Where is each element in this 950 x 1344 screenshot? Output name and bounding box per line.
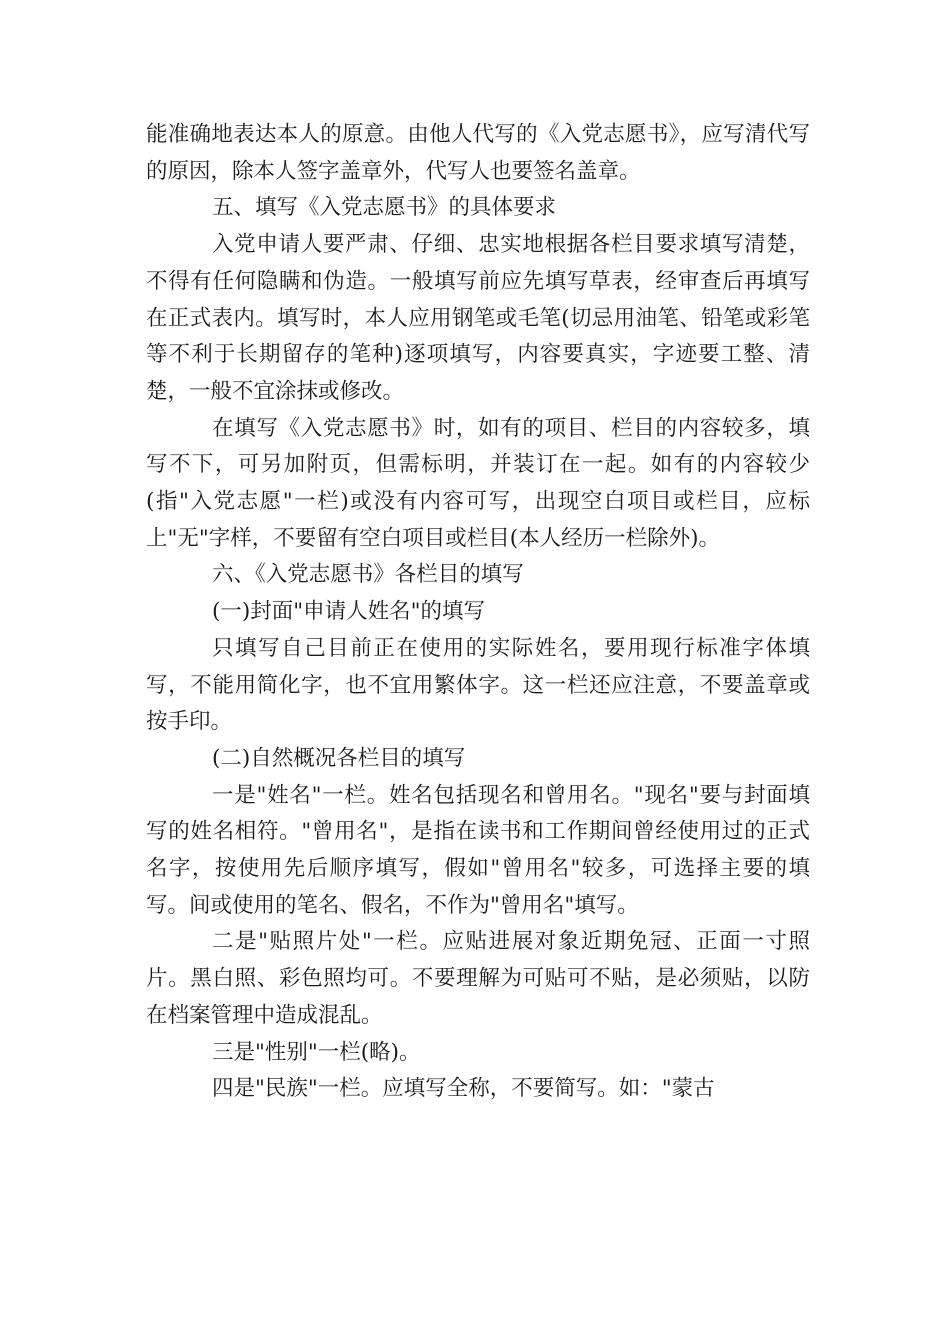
- section-heading-5: 五、填写《入党志愿书》的具体要求: [212, 195, 557, 221]
- paragraph-name-field: 一是"姓名"一栏。姓名包括现名和曾用名。"现名"要与封面填写的姓名相符。"曾用名"，是指在读书和工作期间曾经使用过的正式名字，按使用先后顺序填写，假如"曾用名"较多，可选择主要的填写。间或使用的笔名、假名，不作为"曾用名"填写。: [146, 782, 810, 918]
- paragraph-cover-name: 只填写自己目前正在使用的实际姓名，要用现行标准字体填写，不能用简化字，也不宜用繁体字。这一栏还应注意，不要盖章或按手印。: [146, 635, 810, 735]
- paragraph-requirements: 入党申请人要严肃、仔细、忠实地根据各栏目要求填写清楚，不得有任何隐瞒和伪造。一般填写前应先填写草表，经审查后再填写在正式表内。填写时，本人应用钢笔或毛笔(切忌用油笔、铅笔或彩笔等不利于长期留存的笔种)逐项填写，内容要真实，字迹要工整、清楚，一般不宜涂抹或修改。: [146, 232, 810, 404]
- paragraph-attachments: 在填写《入党志愿书》时，如有的项目、栏目的内容较多，填写不下，可另加附页，但需标明，并装订在一起。如有的内容较少(指"入党志愿"一栏)或没有内容可写，出现空白项目或栏目，应标上"无"字样，不要留有空白项目或栏目(本人经历一栏除外)。: [146, 415, 810, 551]
- paragraph-ethnicity-field: 四是"民族"一栏。应填写全称，不要简写。如："蒙古: [212, 1076, 715, 1102]
- section-heading-6: 六、《入党志愿书》各栏目的填写: [212, 562, 524, 588]
- subsection-heading-2: (二)自然概况各栏目的填写: [212, 745, 466, 771]
- paragraph-continuation: 能准确地表达本人的原意。由他人代写的《入党志愿书》，应写清代写的原因，除本人签字盖章外，代写人也要签名盖章。: [146, 122, 810, 184]
- paragraph-photo-field: 二是"贴照片处"一栏。应贴进展对象近期免冠、正面一寸照片。黑白照、彩色照均可。不要理解为可贴可不贴，是必须贴，以防在档案管理中造成混乱。: [146, 929, 810, 1028]
- subsection-heading-1: (一)封面"申请人姓名"的填写: [212, 599, 486, 625]
- paragraph-gender-field: 三是"性别"一栏(略)。: [212, 1039, 421, 1065]
- document-body: [146, 117, 810, 1108]
